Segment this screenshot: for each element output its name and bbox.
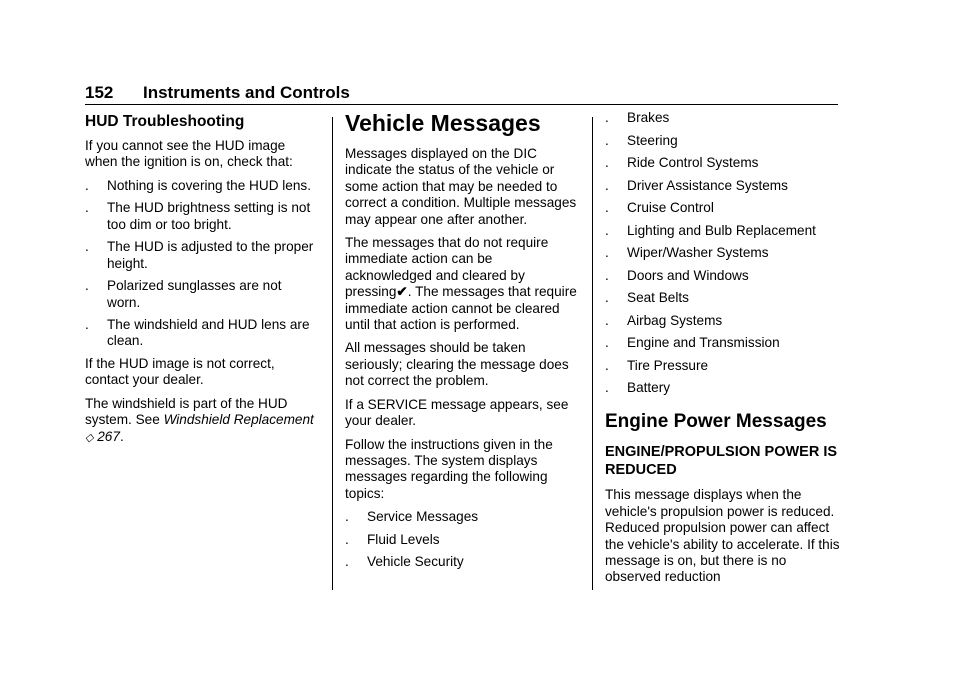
list-item-text: Service Messages [367,509,479,525]
bullet: . [605,132,609,148]
list-item-text: Steering [627,132,678,148]
paragraph: If you cannot see the HUD image when the ignition is on, check that: [85,138,293,170]
bullet: . [605,357,609,373]
list-item [85,317,317,350]
paragraph: This message displays when the vehicle's propulsion power is reduced. Reduced propulsion power can affect the vehicle's ability to accelerate. If this message is on, but there is no observed reduction [605,487,840,585]
column-topics-engine-power [605,110,845,593]
hud-checklist [85,178,317,350]
bullet: . [85,200,89,216]
list-item [605,178,845,194]
list-item-text: The windshield and HUD lens are clean. [107,317,310,349]
list-item-text: Engine and Transmission [627,335,780,350]
bullet: . [605,335,609,350]
engine-power-messages-heading: Engine Power Messages [605,411,827,433]
list-item-text: Cruise Control [627,200,714,215]
column-divider [332,117,333,590]
list-item-text: Battery [627,380,671,395]
hud-troubleshooting-heading: HUD Troubleshooting [85,113,245,130]
column-vehicle-messages [345,110,577,577]
bullet: . [605,245,609,260]
paragraph: If a SERVICE message appears, see your dealer. [345,396,569,429]
list-item [605,133,845,149]
list-item [345,532,577,548]
vehicle-messages-heading: Vehicle Messages [345,110,541,136]
page-header [85,82,838,105]
bullet: . [605,380,609,395]
list-item-text: Doors and Windows [627,267,749,283]
list-item-text: Brakes [627,110,670,125]
list-item [605,245,845,261]
bullet: . [605,110,609,125]
list-item [85,178,317,194]
list-item-text: The HUD brightness setting is not too dim or too bright. [107,200,311,232]
list-item [605,358,845,374]
paragraph [85,396,317,446]
list-item-text: Ride Control Systems [627,155,759,170]
list-item [85,239,317,272]
list-item [605,110,845,126]
list-item [605,155,845,171]
list-item [345,509,577,525]
checkmark-icon: ✔ [396,284,408,300]
column-divider [592,117,593,590]
list-item-text: Tire Pressure [627,357,709,373]
bullet: . [605,290,609,305]
page-reference-icon: ◇ [85,431,94,444]
period: . [119,428,124,444]
list-item [85,200,317,233]
list-item-text: Wiper/Washer Systems [627,245,769,260]
column-hud-troubleshooting [85,110,317,453]
bullet: . [605,177,609,193]
bullet: . [345,554,349,570]
propulsion-power-reduced-heading: ENGINE/PROPULSION POWER IS REDUCED [605,444,838,479]
page-reference-number[interactable]: 267 [97,428,120,444]
bullet: . [345,509,349,525]
list-item-text: Polarized sunglasses are not worn. [107,278,282,310]
windshield-replacement-link[interactable]: Windshield Replacement [163,412,314,428]
list-item-text: Fluid Levels [367,531,440,547]
bullet: . [605,312,609,328]
list-item [345,554,577,570]
list-item [605,290,845,306]
bullet: . [605,267,609,283]
list-item-text: Lighting and Bulb Replacement [627,222,816,238]
page-number: 152 [85,83,114,102]
list-item [605,313,845,329]
paragraph-text: . The messages that require immediate action cannot be cleared until that action is performed. [345,284,577,333]
list-item-text: Seat Belts [627,290,689,305]
bullet: . [85,177,89,193]
list-item-text: Airbag Systems [627,312,723,328]
list-item [605,268,845,284]
bullet: . [345,531,349,547]
list-item [605,335,845,351]
list-item [605,380,845,396]
list-item [605,223,845,239]
list-item [605,200,845,216]
paragraph-text: The windshield is part of the HUD system. See [85,395,288,428]
list-item [85,278,317,311]
message-topics-list [345,509,577,570]
paragraph-text: The messages that do not require immediate action can be acknowledged and cleared by pressing [345,235,549,300]
bullet: . [605,200,609,215]
section-title: Instruments and Controls [143,83,350,102]
bullet: . [85,317,89,333]
list-item-text: The HUD is adjusted to the proper height. [107,239,314,271]
paragraph [345,235,577,333]
bullet: . [605,155,609,170]
bullet: . [605,222,609,238]
paragraph: Follow the instructions given in the messages. The system displays messages regarding the following topics: [345,436,553,501]
message-topics-list-continued [605,110,845,396]
paragraph: Messages displayed on the DIC indicate the status of the vehicle or some action that may be needed to correct a condition. Multiple messages may appear one after another. [345,146,577,227]
bullet: . [85,239,89,255]
bullet: . [85,278,89,294]
list-item-text: Driver Assistance Systems [627,177,788,193]
list-item-text: Vehicle Security [367,554,464,570]
paragraph: All messages should be taken seriously; clearing the message does not correct the problem. [345,340,569,389]
paragraph: If the HUD image is not correct, contact your dealer. [85,355,275,388]
list-item-text: Nothing is covering the HUD lens. [107,177,311,193]
